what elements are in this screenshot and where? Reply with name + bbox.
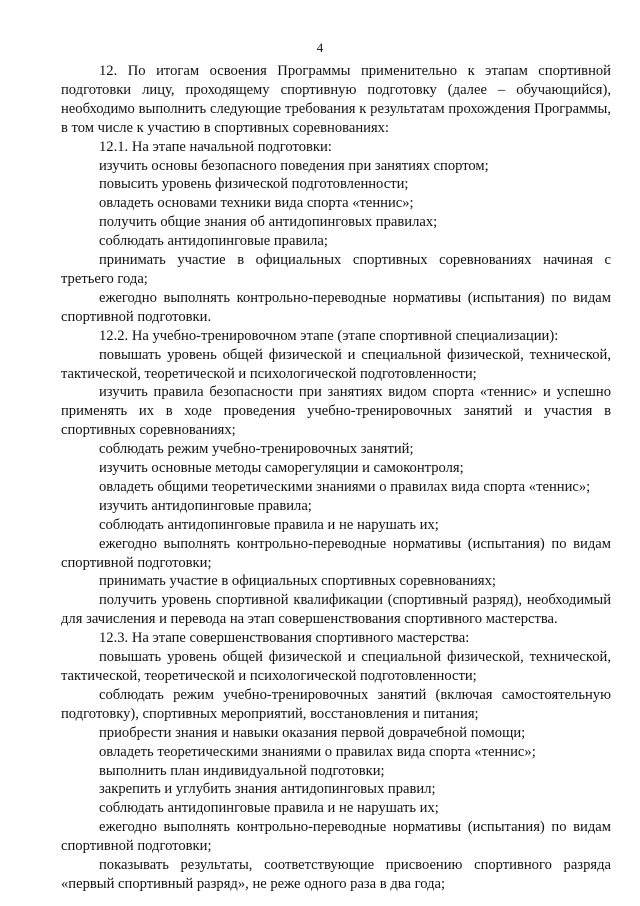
paragraph-12-3-heading: 12.3. На этапе совершенствования спортивного мастерства:: [99, 630, 470, 647]
list-item: показывать результаты, соответствующие присвоению спортивного разряда «первый спортивный разряд», не реже одного раза в два года;: [61, 857, 611, 892]
list-item: выполнить план индивидуальной подготовки;: [99, 762, 385, 779]
list-item: принимать участие в официальных спортивных соревнованиях начиная с третьего года;: [61, 252, 611, 287]
paragraph-12-2-heading: 12.2. На учебно-тренировочном этапе (этапе спортивной специализации):: [99, 327, 559, 344]
list-item: ежегодно выполнять контрольно-переводные нормативы (испытания) по видам спортивной подготовки;: [61, 535, 611, 571]
list-item: ежегодно выполнять контрольно-переводные нормативы (испытания) по видам спортивной подготовки;: [61, 819, 611, 855]
list-item: соблюдать антидопинговые правила;: [99, 233, 328, 250]
list-item: получить общие знания об антидопинговых правилах;: [99, 214, 438, 231]
list-item: повышать уровень общей физической и специальной физической, технической, тактической, теоретической и психологической подготовленности;: [61, 649, 611, 684]
list-item: изучить антидопинговые правила;: [99, 497, 312, 514]
list-item: повысить уровень физической подготовленности;: [99, 176, 409, 193]
list-item: ежегодно выполнять контрольно-переводные нормативы (испытания) по видам спортивной подготовки.: [61, 289, 611, 325]
page-number: 4: [316, 40, 324, 55]
list-item: изучить основы безопасного поведения при занятиях спортом;: [99, 157, 489, 174]
list-item: закрепить и углубить знания антидопинговых правил;: [99, 781, 436, 798]
list-item: соблюдать режим учебно-тренировочных занятий;: [99, 441, 414, 458]
list-item: принимать участие в официальных спортивных соревнованиях;: [99, 573, 496, 590]
list-item: получить уровень спортивной квалификации (спортивный разряд), необходимый для зачисления и перевода на этап совершенствования спортивного мастерства.: [61, 592, 611, 628]
list-item: соблюдать режим учебно-тренировочных занятий (включая самостоятельную подготовку), спортивных мероприятий, восстановления и питания;: [61, 686, 611, 722]
list-item: овладеть общими теоретическими знаниями о правилах вида спорта «теннис»;: [99, 478, 591, 495]
list-item: овладеть основами техники вида спорта «теннис»;: [99, 195, 414, 212]
list-item: соблюдать антидопинговые правила и не нарушать их;: [99, 800, 439, 817]
list-item: повышать уровень общей физической и специальной физической, технической, тактической, теоретической и психологической подготовленности;: [61, 346, 611, 382]
paragraph-12-intro: 12. По итогам освоения Программы применительно к этапам спортивной подготовки лицу, проходящему спортивную подготовку (далее – обучающийся), необходимо выполнить следующие требования к результатам прохождения Программы, в том числе к участию в спортивных соревнованиях:: [61, 63, 611, 136]
paragraph-12-1-heading: 12.1. На этапе начальной подготовки:: [99, 138, 332, 155]
document-body: [61, 62, 611, 894]
list-item: изучить основные методы саморегуляции и самоконтроля;: [99, 460, 464, 477]
list-item: изучить правила безопасности при занятиях видом спорта «теннис» и успешно применять их в ходе проведения учебно-тренировочных занятий и участия в спортивных соревнованиях;: [61, 384, 611, 439]
list-item: овладеть теоретическими знаниями о правилах вида спорта «теннис»;: [99, 743, 536, 760]
list-item: соблюдать антидопинговые правила и не нарушать их;: [99, 516, 439, 533]
list-item: приобрести знания и навыки оказания первой доврачебной помощи;: [99, 724, 526, 741]
